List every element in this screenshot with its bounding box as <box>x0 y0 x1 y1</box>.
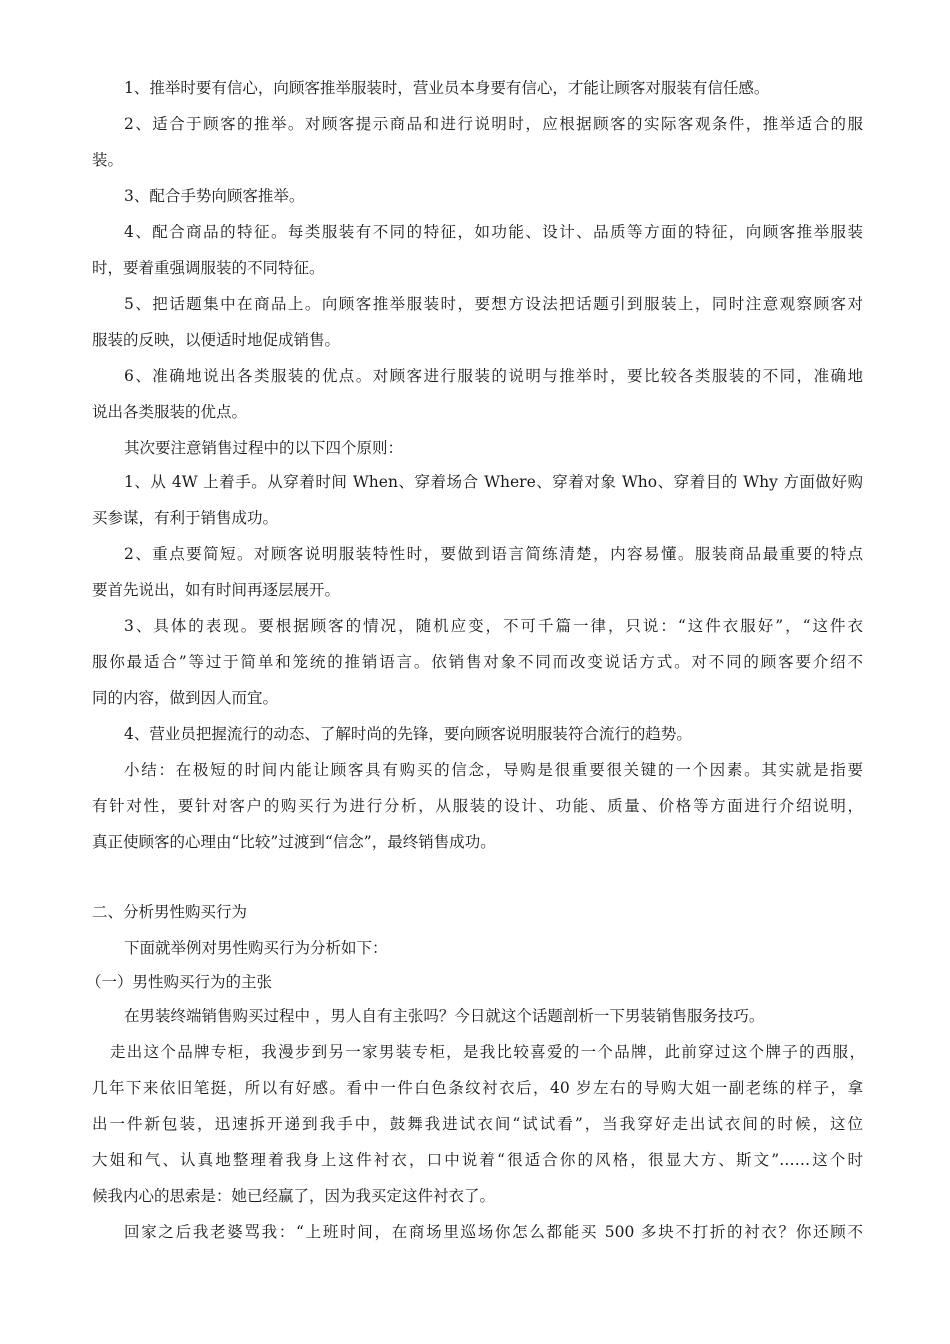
text-line: 有针对性，要针对客户的购买行为进行分析，从服装的设计、功能、质量、价格等方面进行介绍说明， <box>92 797 863 815</box>
text-line: 走出这个品牌专柜，我漫步到另一家男装专柜，是我比较喜爱的一个品牌，此前穿过这个牌子的西服， <box>110 1043 865 1061</box>
text-line: 要首先说出，如有时间再逐层展开。 <box>92 581 341 599</box>
text-line: 买参谋，有利于销售成功。 <box>92 509 279 527</box>
text-line: 在男装终端销售购买过程中 ，男人自有主张吗？今日就这个话题剖析一下男装销售服务技巧。 <box>124 1007 765 1025</box>
text-line: 装。 <box>92 151 124 169</box>
text-line: 服装的反映，以便适时地促成销售。 <box>92 331 341 349</box>
text-line: 候我内心的思索是：她已经赢了，因为我买定这件衬衣了。 <box>92 1187 496 1205</box>
text-line: 2、适合于顾客的推举。对顾客提示商品和进行说明时，应根据顾客的实际客观条件，推举适合的服 <box>124 115 863 133</box>
text-line: 小结：在极短的时间内能让顾客具有购买的信念，导购是很重要很关键的一个因素。其实就是指要 <box>124 761 863 779</box>
text-line: 几年下来依旧笔挺，所以有好感。看中一件白色条纹衬衣后，40 岁左右的导购大姐一副老练的样子，拿 <box>92 1079 863 1097</box>
text-line: 4、配合商品的特征。每类服装有不同的特征，如功能、设计、品质等方面的特征，向顾客推举服装 <box>124 223 863 241</box>
text-line: 5、把话题集中在商品上。向顾客推举服装时，要想方设法把话题引到服装上，同时注意观察顾客对 <box>124 295 863 313</box>
text-line: 下面就举例对男性购买行为分析如下： <box>124 939 388 957</box>
text-line: 其次要注意销售过程中的以下四个原则： <box>124 439 404 457</box>
text-line: 1、从 4W 上着手。从穿着时间 When、穿着场合 Where、穿着对象 Who、穿着目的 Why 方面做好购 <box>124 473 863 491</box>
text-line: 时，要着重强调服装的不同特征。 <box>92 259 325 277</box>
text-line: 真正使顾客的心理由“比较”过渡到“信念”，最终销售成功。 <box>92 833 496 851</box>
text-line: 6、准确地说出各类服装的优点。对顾客进行服装的说明与推举时，要比较各类服装的不同，准确地 <box>124 367 863 385</box>
text-line: 大姐和气、认真地整理着我身上这件衬衣，口中说着“很适合你的风格，很显大方、斯文”……这个时 <box>92 1151 863 1169</box>
text-line: 3、具体的表现。要根据顾客的情况，随机应变，不可千篇一律，只说：“这件衣服好”，“这件衣 <box>124 617 863 635</box>
text-line: 服你最适合”等过于简单和笼统的推销语言。依销售对象不同而改变说话方式。对不同的顾客要介绍不 <box>92 653 863 671</box>
text-line: 说出各类服装的优点。 <box>92 403 248 421</box>
text-line: 同的内容，做到因人而宜。 <box>92 689 279 707</box>
text-line: 3、配合手势向顾客推举。 <box>124 187 305 205</box>
text-line: 4、营业员把握流行的动态、了解时尚的先锋，要向顾客说明服装符合流行的趋势。 <box>124 725 692 743</box>
section-heading: 二、分析男性购买行为 <box>92 903 248 921</box>
text-line: 回家之后我老婆骂我：“上班时间，在商场里巡场你怎么都能买 500 多块不打折的衬衣？你还顾不 <box>124 1223 863 1241</box>
subsection-heading: （一）男性购买行为的主张 <box>86 973 273 991</box>
text-line: 1、推举时要有信心，向顾客推举服装时，营业员本身要有信心，才能让顾客对服装有信任感。 <box>124 79 770 97</box>
text-line: 2、重点要简短。对顾客说明服装特性时，要做到语言简练清楚，内容易懂。服装商品最重要的特点 <box>124 545 863 563</box>
text-line: 出一件新包装，迅速拆开递到我手中，鼓舞我进试衣间“试试看”，当我穿好走出试衣间的时候，这位 <box>92 1115 863 1133</box>
